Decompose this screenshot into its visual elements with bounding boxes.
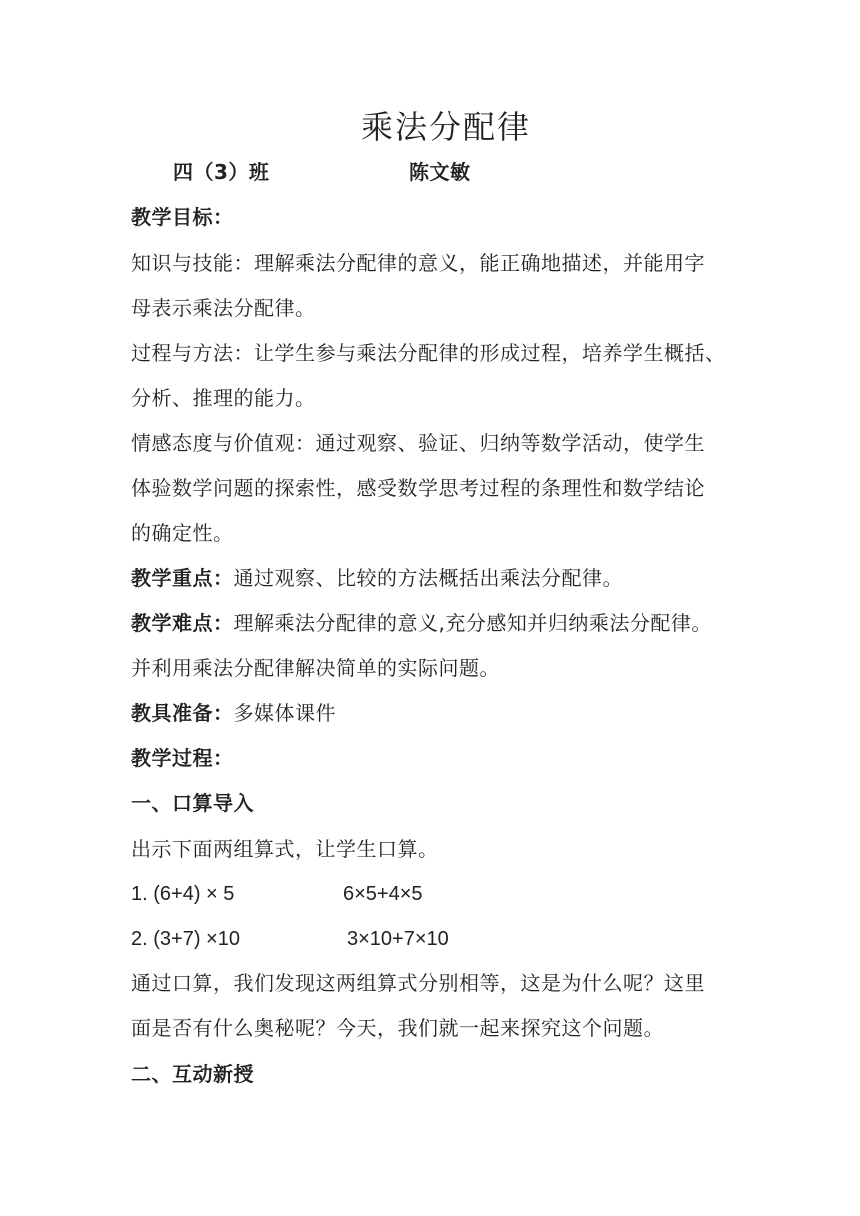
section-1-heading: 一、口算导入: [131, 791, 254, 815]
section-1-outro-line-1: 通过口算，我们发现这两组算式分别相等，这是为什么呢？这里: [131, 971, 705, 995]
key-point-text: 通过观察、比较的方法概括出乘法分配律。: [233, 566, 623, 590]
section-1-intro: 出示下面两组算式，让学生口算。: [131, 837, 439, 861]
objective-process-line-1: 过程与方法：让学生参与乘法分配律的形成过程，培养学生概括、: [131, 341, 726, 365]
exercise-2-right: 3×10+7×10: [347, 928, 449, 950]
exercise-2-left: 2. (3+7) ×10: [131, 928, 240, 950]
difficulty-line-2: 并利用乘法分配律解决简单的实际问题。: [131, 656, 500, 680]
process-heading: 教学过程：: [131, 746, 234, 770]
objective-emotion-line-3: 的确定性。: [131, 521, 234, 545]
difficulty-label: 教学难点：: [131, 611, 234, 635]
exercise-1-left: 1. (6+4) × 5: [131, 883, 235, 905]
objectives-heading: 教学目标：: [131, 205, 234, 229]
objective-knowledge-line-1: 知识与技能：理解乘法分配律的意义，能正确地描述，并能用字: [131, 251, 705, 275]
exercise-1-right: 6×5+4×5: [343, 883, 423, 905]
objective-emotion-line-1: 情感态度与价值观：通过观察、验证、归纳等数学活动，使学生: [131, 431, 705, 455]
difficulty-line-1: [131, 609, 712, 637]
tools-line: [131, 699, 336, 727]
objective-emotion-line-2: 体验数学问题的探索性，感受数学思考过程的条理性和数学结论: [131, 476, 705, 500]
tools-text: 多媒体课件: [233, 701, 336, 725]
class-name: 四（3）班: [173, 160, 270, 184]
key-point-label: 教学重点：: [131, 566, 234, 590]
document-title: 乘法分配律: [361, 108, 532, 146]
author-name: 陈文敏: [409, 160, 471, 184]
difficulty-text-1: 理解乘法分配律的意义,充分感知并归纳乘法分配律。: [233, 611, 712, 635]
section-2-heading: 二、互动新授: [131, 1062, 254, 1086]
tools-label: 教具准备：: [131, 701, 234, 725]
section-1-outro-line-2: 面是否有什么奥秘呢？今天，我们就一起来探究这个问题。: [131, 1016, 664, 1040]
key-point-line: [131, 564, 623, 592]
objective-process-line-2: 分析、推理的能力。: [131, 386, 316, 410]
objective-knowledge-line-2: 母表示乘法分配律。: [131, 296, 316, 320]
